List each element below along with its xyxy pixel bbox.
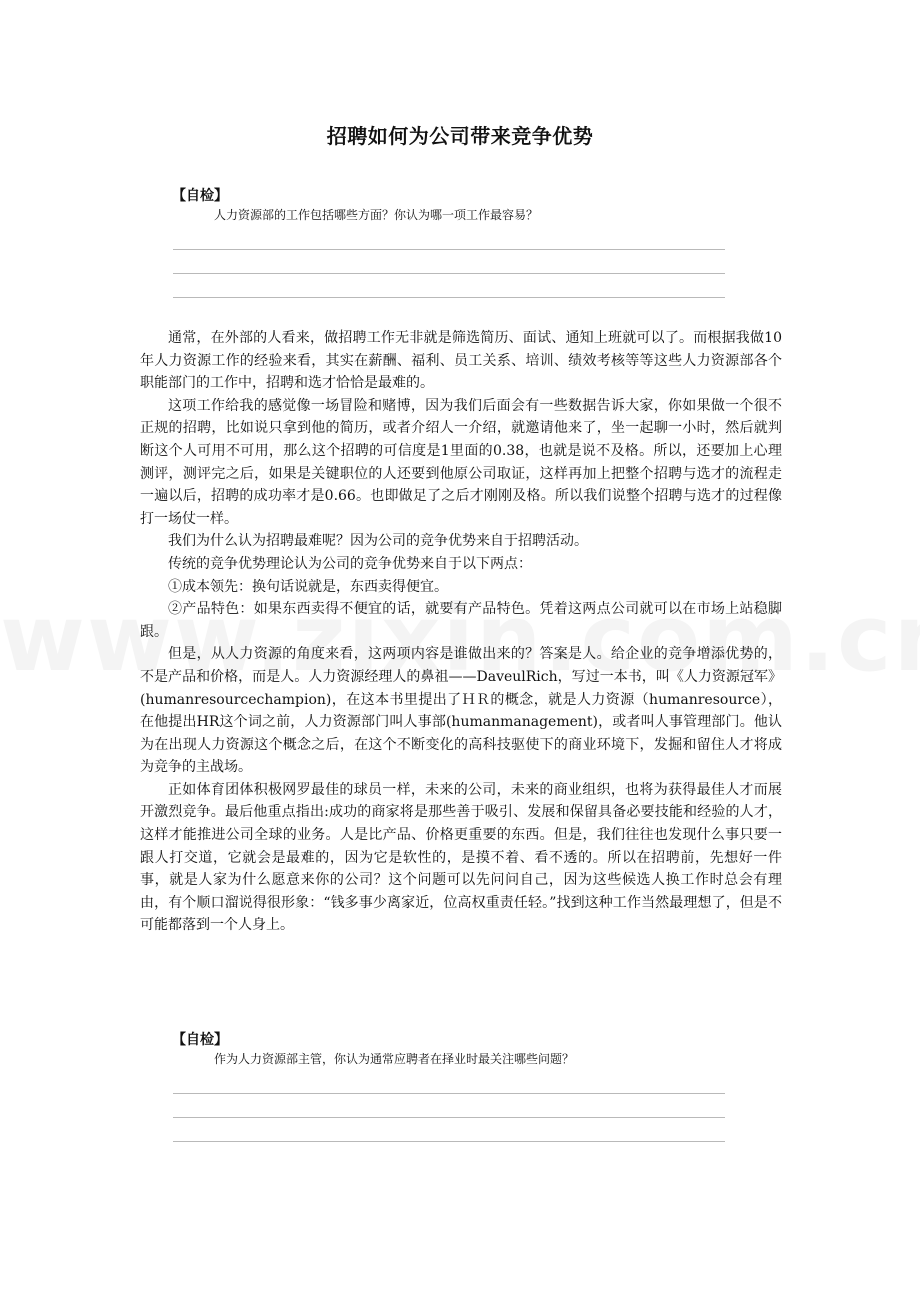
paragraph: 这项工作给我的感觉像一场冒险和赌博，因为我们后面会有一些数据告诉大家，你如果做一个很不正规的招聘，比如说只拿到他的简历，或者介绍人一介绍，就邀请他来了，坐一起聊一小时，然后就判断这个人可用不可用，那么这个招聘的可信度是1里面的0.38，也就是说不及格。所以，还要加上心理测评，测评完之后，如果是关键职位的人还要到他原公司取证，这样再加上把整个招聘与选才的流程走一遍以后，招聘的成功率才是0.66。也即做足了之后才刚刚及格。所以我们说整个招聘与选才的过程像打一场仗一样。 — [140, 397, 782, 527]
self-check-section-1 — [172, 186, 732, 298]
document-title: 招聘如何为公司带来竞争优势 — [326, 124, 594, 148]
answer-line — [173, 297, 725, 298]
paragraph: 通常，在外部的人看来，做招聘工作无非就是筛选简历、面试、通知上班就可以了。而根据我做10年人力资源工作的经验来看，其实在薪酬、福利、员工关系、培训、绩效考核等等这些人力资源部各个职能部门的工作中，招聘和选才恰恰是最难的。 — [140, 330, 782, 392]
answer-line — [173, 273, 725, 274]
article-body — [140, 327, 782, 937]
answer-line — [173, 249, 725, 250]
paragraph: 传统的竞争优势理论认为公司的竞争优势来自于以下两点： — [168, 555, 532, 572]
self-check-heading: 【自检】 — [172, 1032, 228, 1048]
self-check-question: 人力资源部的工作包括哪些方面？你认为哪一项工作最容易？ — [214, 208, 539, 222]
paragraph: 我们为什么认为招聘最难呢？因为公司的竞争优势来自于招聘活动。 — [168, 533, 588, 550]
paragraph: 但是，从人力资源的角度来看，这两项内容是谁做出来的？答案是人。给企业的竞争增添优势的，不是产品和价格，而是人。人力资源经理人的鼻祖——DaveulRich，写过一本书，叫《人力资源冠军》(humanresourcechampion)，在这本书里提出了ＨＲ的概念，就是人力资源（humanresource），在他提出HR这个词之前，人力资源部门叫人事部(humanmanagement)，或者叫人事管理部门。他认为在出现人力资源这个概念之后，在这个不断变化的高科技驱使下的商业环境下，发掘和留住人才将成为竞争的主战场。 — [140, 646, 782, 776]
self-check-section-2 — [172, 1030, 732, 1142]
paragraph: ②产品特色：如果东西卖得不便宜的话，就要有产品特色。凭着这两点公司就可以在市场上站稳脚跟。 — [140, 601, 782, 640]
self-check-heading: 【自检】 — [172, 188, 228, 204]
answer-line — [173, 1093, 725, 1094]
paragraph: 正如体育团体积极网罗最佳的球员一样，未来的公司，未来的商业组织，也将为获得最佳人才而展开激烈竞争。最后他重点指出:成功的商家将是那些善于吸引、发展和保留具备必要技能和经验的人才，这样才能推进公司全球的业务。人是比产品、价格更重要的东西。但是，我们往往也发现什么事只要一跟人打交道，它就会是最难的，因为它是软性的，是摸不着、看不透的。所以在招聘前，先想好一件事，就是人家为什么愿意来你的公司？这个问题可以先问问自己，因为这些候选人换工作时总会有理由，有个顺口溜说得很形象：“钱多事少离家近，位高权重责任轻。”找到这种工作当然最理想了，但是不可能都落到一个人身上。 — [140, 781, 782, 934]
self-check-question: 作为人力资源部主管，你认为通常应聘者在择业时最关注哪些问题？ — [214, 1052, 575, 1066]
answer-line — [173, 1117, 725, 1118]
answer-line — [173, 1141, 725, 1142]
paragraph: ①成本领先：换句话说就是，东西卖得便宜。 — [168, 578, 448, 595]
